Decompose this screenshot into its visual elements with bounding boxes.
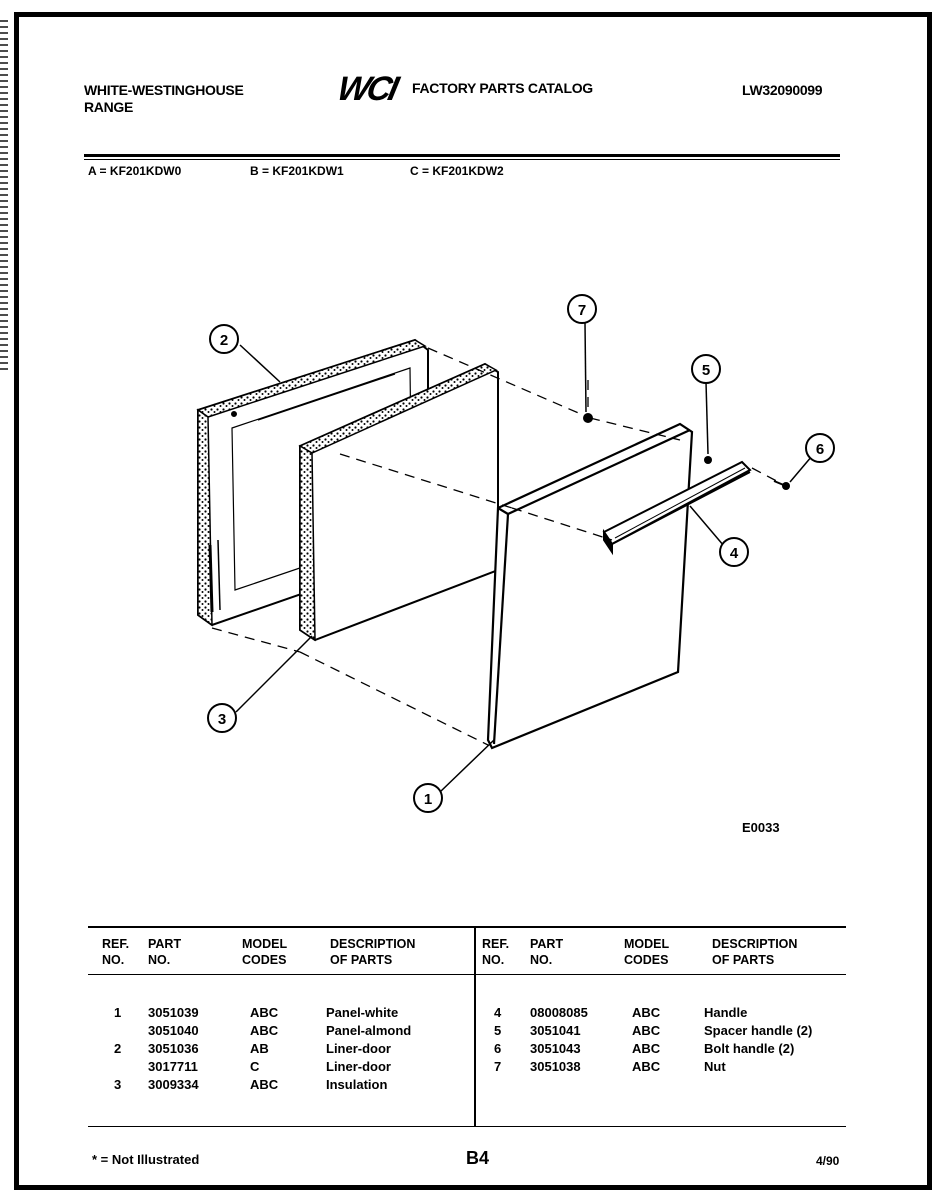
right-codes-column: ABC ABC ABC ABC: [632, 1005, 661, 1074]
model-b: B = KF201KDW1: [250, 164, 344, 178]
svg-text:5: 5: [701, 362, 711, 379]
callout-3: [208, 704, 236, 732]
door-panel-part: [488, 424, 692, 748]
svg-text:6: 6: [815, 441, 825, 458]
callout-5: [692, 355, 720, 383]
header-part-right: PART NO.: [530, 937, 564, 967]
svg-text:3: 3: [217, 711, 227, 728]
catalog-number: LW32090099: [742, 82, 823, 98]
left-ref-column: 1 2 3: [114, 1005, 122, 1092]
page-number: B4: [466, 1148, 490, 1168]
svg-text:7: 7: [577, 302, 587, 319]
not-illustrated-note: * = Not Illustrated: [92, 1152, 200, 1167]
left-codes-column: ABC ABC AB C ABC: [250, 1005, 279, 1092]
header-ref: REF. NO.: [102, 937, 130, 967]
left-part-column: 3051039 3051040 3051036 3017711 3009334: [148, 1005, 199, 1092]
brand-line-2: RANGE: [84, 99, 134, 115]
table-header-rule: [88, 974, 846, 975]
model-a: A = KF201KDW0: [88, 164, 182, 178]
brand-line-1: WHITE-WESTINGHOUSE: [84, 82, 244, 98]
header-desc: DESCRIPTION OF PARTS: [330, 937, 416, 967]
callout-1: [414, 784, 442, 812]
svg-text:1: 1: [423, 791, 433, 808]
table-top-rule: [88, 926, 846, 928]
svg-text:4: 4: [729, 545, 739, 562]
left-desc-column: Panel-white Panel-almond Liner-door Liner-door Insulation: [326, 1005, 412, 1092]
svg-text:2: 2: [219, 332, 229, 349]
header-model-right: MODEL CODES: [624, 937, 670, 967]
callout-4: [720, 538, 748, 566]
table-divider: [474, 926, 476, 1126]
callout-7: [568, 295, 596, 323]
right-part-column: 08008085 3051041 3051043 3051038: [530, 1005, 588, 1074]
bolt-part: [774, 481, 790, 490]
callout-2: [210, 325, 238, 353]
table-bottom-rule: [88, 1126, 846, 1127]
callout-6: [806, 434, 834, 462]
model-c: C = KF201KDW2: [410, 164, 504, 178]
catalog-title: FACTORY PARTS CATALOG: [412, 80, 593, 96]
figure-code: E0033: [742, 820, 780, 835]
revision-date: 4/90: [816, 1154, 840, 1168]
wci-logo: WCI: [334, 70, 400, 108]
right-ref-column: 4 5 6 7: [494, 1005, 502, 1074]
header-part: PART NO.: [148, 937, 182, 967]
header-desc-right: DESCRIPTION OF PARTS: [712, 937, 798, 967]
right-desc-column: Handle Spacer handle (2) Bolt handle (2) Nut: [704, 1005, 813, 1074]
header-model: MODEL CODES: [242, 937, 288, 967]
header-ref-right: REF. NO.: [482, 937, 510, 967]
spacer-part: [704, 456, 712, 464]
